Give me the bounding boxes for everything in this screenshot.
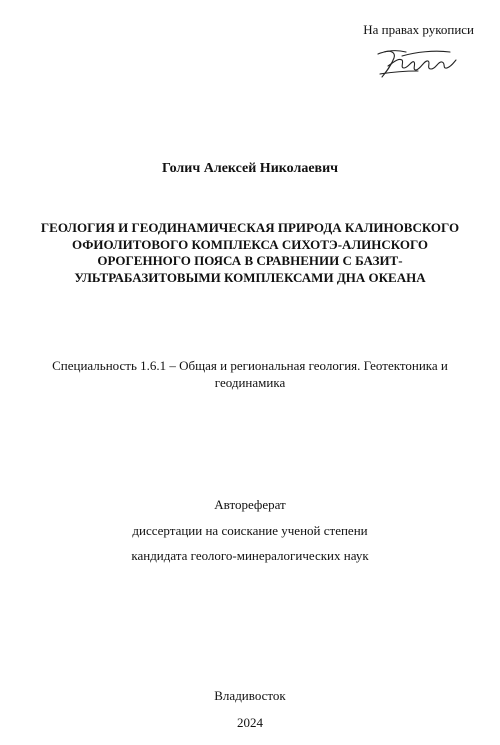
abstract-degree: кандидата геолого-минералогических наук (131, 548, 369, 563)
city: Владивосток (214, 688, 286, 703)
signature (374, 44, 464, 80)
author-name: Голич Алексей Николаевич (161, 161, 339, 176)
title-line: ГЕОЛОГИЯ И ГЕОДИНАМИЧЕСКАЯ ПРИРОДА КАЛИНОВСКОГО (40, 220, 460, 235)
specialty (0, 357, 500, 391)
title-line: ОРОГЕННОГО ПОЯСА В СРАВНЕНИИ С БАЗИТ- (97, 253, 403, 268)
specialty-line: геодинамика (214, 375, 286, 390)
abstract-type: Автореферат (214, 497, 286, 512)
abstract-purpose: диссертации на соискание ученой степени (132, 523, 368, 538)
specialty-line: Специальность 1.6.1 – Общая и региональная геология. Геотектоника и (52, 358, 448, 373)
dissertation-title (20, 220, 480, 286)
abstract-block (0, 496, 500, 565)
year: 2024 (237, 715, 263, 730)
title-line: ОФИОЛИТОВОГО КОМПЛЕКСА СИХОТЭ-АЛИНСКОГО (71, 236, 429, 252)
title-line: УЛЬТРАБАЗИТОВЫМИ КОМПЛЕКСАМИ ДНА ОКЕАНА (74, 269, 426, 285)
rights-note: На правах рукописи (363, 22, 474, 37)
